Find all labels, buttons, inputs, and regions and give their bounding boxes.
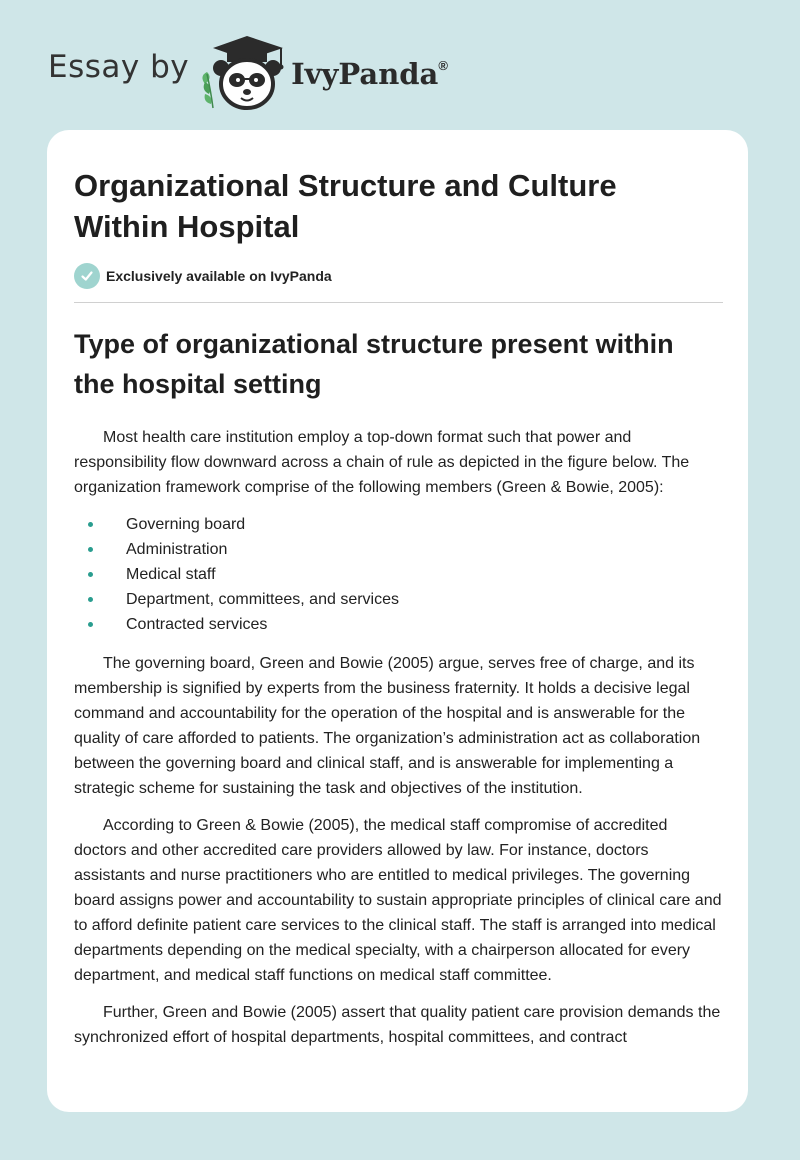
brand-name[interactable] bbox=[291, 57, 448, 91]
list-item: Administration bbox=[74, 537, 723, 562]
list-item: Medical staff bbox=[74, 562, 723, 587]
body-paragraph: According to Green & Bowie (2005), the medical staff compromise of accredited doctors and other accredited care providers allowed by law. For instance, doctors assistants and nurse practitioners who are entitled to medical privileges. The governing board assigns power and accountability to sustain appropriate principles of clinical care and to afford definite patient care services to the clinical staff. The staff is arranged into medical departments depending on the medical specialty, with a chairperson allocated for every department, and medical staff functions on medical staff committee. bbox=[74, 817, 722, 984]
check-icon bbox=[74, 263, 100, 289]
members-list bbox=[74, 512, 723, 637]
list-item: Department, committees, and services bbox=[74, 587, 723, 612]
essay-by-label: Essay by bbox=[48, 49, 190, 85]
article-card bbox=[47, 130, 748, 1112]
registered-mark: ® bbox=[438, 58, 448, 73]
list-item: Contracted services bbox=[74, 612, 723, 637]
body-paragraph: Further, Green and Bowie (2005) assert that quality patient care provision demands the synchronized effort of hospital departments, hospital committees, and contract bbox=[74, 1004, 721, 1046]
list-item: Governing board bbox=[74, 512, 723, 537]
brand-text[interactable]: IvyPanda bbox=[291, 57, 439, 91]
intro-paragraph: Most health care institution employ a top-down format such that power and responsibility flow downward across a chain of rule as depicted in the figure below. The organization framework comprise of the following members (Green & Bowie, 2005): bbox=[74, 429, 690, 496]
exclusive-badge bbox=[74, 263, 332, 289]
section-heading: Type of organizational structure present within the hospital setting bbox=[74, 329, 674, 399]
article-title: Organizational Structure and Culture Within Hospital bbox=[74, 168, 617, 244]
divider bbox=[74, 302, 723, 303]
site-header bbox=[48, 32, 508, 112]
panda-logo-icon[interactable] bbox=[197, 32, 289, 112]
exclusive-text: Exclusively available on IvyPanda bbox=[106, 268, 332, 284]
article-body bbox=[74, 425, 723, 1062]
body-paragraph: The governing board, Green and Bowie (2005) argue, serves free of charge, and its membership is signified by experts from the business fraternity. It holds a decisive legal command and accountability for the operation of the hospital and is answerable for the quality of care afforded to patients. The organization’s administration act as collaboration between the governing board and clinical staff, and is answerable for implementing a strategic scheme for sustaining the task and objectives of the institution. bbox=[74, 655, 701, 797]
